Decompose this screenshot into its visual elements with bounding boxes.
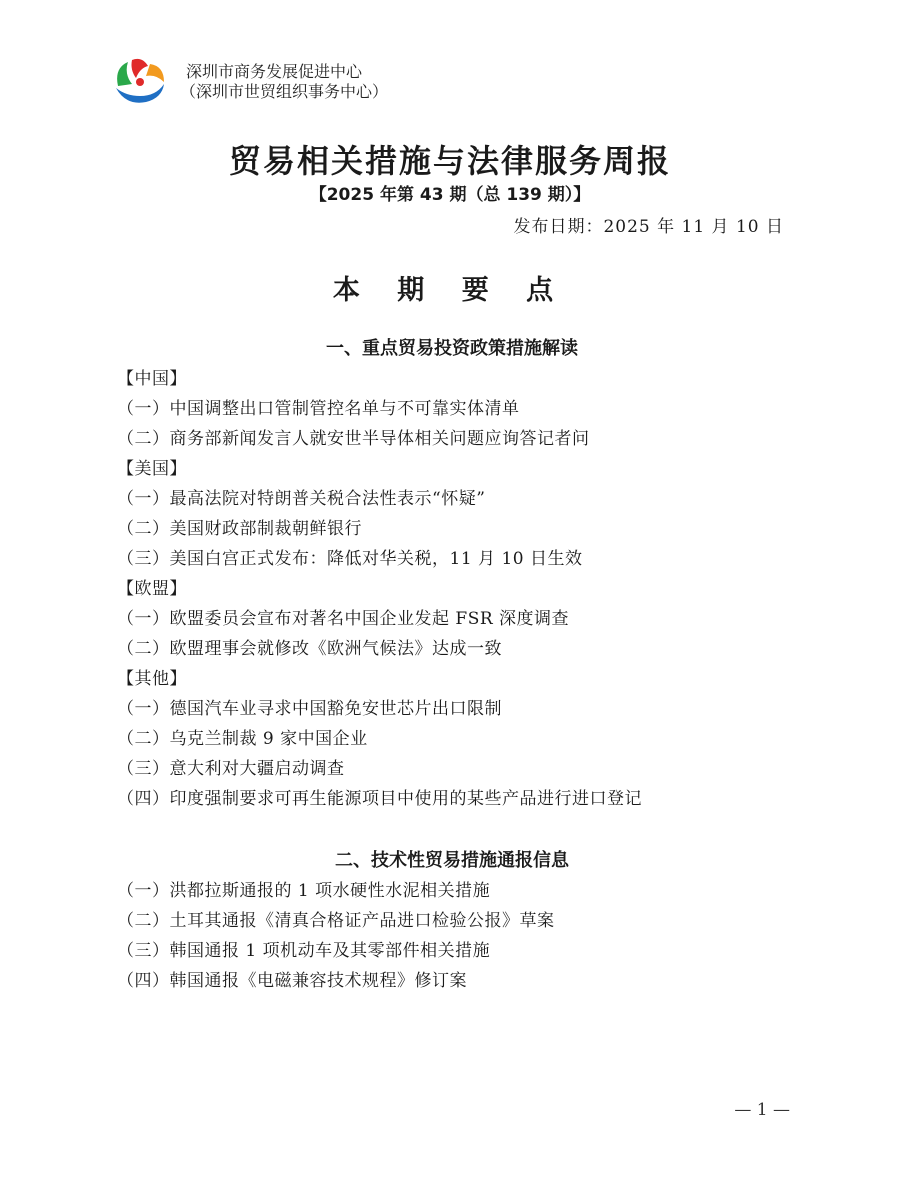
list-item: （一）欧盟委员会宣布对著名中国企业发起 FSR 深度调查 xyxy=(117,609,570,629)
list-item: （四）印度强制要求可再生能源项目中使用的某些产品进行进口登记 xyxy=(117,789,642,809)
report-title: 贸易相关措施与法律服务周报 xyxy=(228,142,671,180)
highlights-title: 本 期 要 点 xyxy=(332,275,568,306)
list-item: （一）中国调整出口管制管控名单与不可靠实体清单 xyxy=(117,399,520,419)
region-label: 【中国】 xyxy=(117,369,187,389)
list-item: （一）德国汽车业寻求中国豁免安世芯片出口限制 xyxy=(117,699,502,719)
list-item: （二）土耳其通报《清真合格证产品进口检验公报》草案 xyxy=(117,911,555,931)
list-item: （三）美国白宫正式发布：降低对华关税，11 月 10 日生效 xyxy=(117,549,583,569)
list-item: （三）韩国通报 1 项机动车及其零部件相关措施 xyxy=(117,941,491,961)
section-heading: 二、技术性贸易措施通报信息 xyxy=(335,850,569,871)
page-number: — 1 — xyxy=(734,1100,790,1120)
region-label: 【其他】 xyxy=(117,669,187,689)
section-policy xyxy=(117,334,797,814)
list-item: （二）美国财政部制裁朝鲜银行 xyxy=(117,519,362,539)
section-tbt xyxy=(117,846,797,996)
region-label: 【美国】 xyxy=(117,459,187,479)
org-logo-icon xyxy=(112,56,168,106)
list-item: （四）韩国通报《电磁兼容技术规程》修订案 xyxy=(117,971,467,991)
section-heading: 一、重点贸易投资政策措施解读 xyxy=(326,338,578,359)
org-name: 深圳市商务发展促进中心 xyxy=(186,62,363,81)
org-alt-name: （深圳市世贸组织事务中心） xyxy=(180,82,389,101)
list-item: （二）乌克兰制裁 9 家中国企业 xyxy=(117,729,368,749)
org-name-block xyxy=(180,62,389,102)
publish-date: 发布日期：2025 年 11 月 10 日 xyxy=(513,217,784,237)
list-item: （三）意大利对大疆启动调查 xyxy=(117,759,345,779)
list-item: （一）洪都拉斯通报的 1 项水硬性水泥相关措施 xyxy=(117,881,491,901)
list-item: （二）欧盟理事会就修改《欧洲气候法》达成一致 xyxy=(117,639,502,659)
region-label: 【欧盟】 xyxy=(117,579,187,599)
list-item: （一）最高法院对特朗普关税合法性表示“怀疑” xyxy=(117,489,486,509)
issue-number: 【2025 年第 43 期（总 139 期）】 xyxy=(309,185,591,205)
list-item: （二）商务部新闻发言人就安世半导体相关问题应询答记者问 xyxy=(117,429,590,449)
